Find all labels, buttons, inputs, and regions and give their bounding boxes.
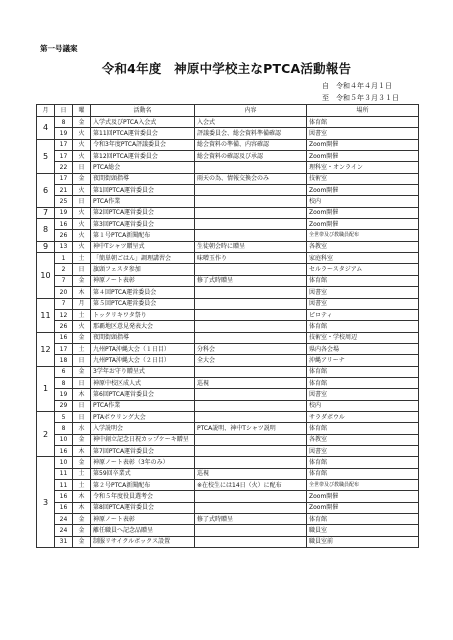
weekday-cell: 日 xyxy=(73,196,91,207)
activity-cell: 第3回PTCA運営委員会 xyxy=(91,219,195,230)
content-cell xyxy=(195,445,307,456)
place-cell: 体育館 xyxy=(307,117,419,128)
activity-cell: 九州PTA沖縄大会（２日目） xyxy=(91,355,195,366)
day-cell: 25 xyxy=(55,196,73,207)
activity-cell: 令和3年度PTCA評議委員会 xyxy=(91,139,195,150)
content-cell xyxy=(195,366,307,377)
table-row xyxy=(37,264,419,275)
day-cell: 6 xyxy=(55,366,73,377)
month-cell: 2 xyxy=(37,411,55,456)
month-cell: 6 xyxy=(37,173,55,207)
table-row xyxy=(37,423,419,434)
activity-cell: 神原中校区成人式 xyxy=(91,377,195,388)
weekday-cell: 金 xyxy=(73,434,91,445)
weekday-cell: 火 xyxy=(73,241,91,252)
day-cell: 5 xyxy=(55,411,73,422)
table-row xyxy=(37,400,419,411)
content-cell xyxy=(195,536,307,547)
content-cell: 味噌玉作り xyxy=(195,253,307,264)
content-cell xyxy=(195,321,307,332)
table-row xyxy=(37,185,419,196)
day-cell: 20 xyxy=(55,287,73,298)
place-cell: 各教室 xyxy=(307,434,419,445)
table-row xyxy=(37,139,419,150)
weekday-cell: 金 xyxy=(73,275,91,286)
table-body xyxy=(37,117,419,548)
weekday-cell: 火 xyxy=(73,321,91,332)
weekday-cell: 木 xyxy=(73,491,91,502)
weekday-cell: 火 xyxy=(73,139,91,150)
table-row xyxy=(37,207,419,218)
month-cell: 8 xyxy=(37,219,55,242)
activity-cell: 制服リサイクルボックス設置 xyxy=(91,536,195,547)
content-cell xyxy=(195,196,307,207)
month-cell: 1 xyxy=(37,366,55,411)
place-cell: 職員室前 xyxy=(307,536,419,547)
table-header-row xyxy=(37,105,419,117)
place-cell: 技術室・学校周辺 xyxy=(307,332,419,343)
table-row xyxy=(37,366,419,377)
place-cell: ピロティ xyxy=(307,309,419,320)
content-cell xyxy=(195,389,307,400)
month-cell: 5 xyxy=(37,139,55,173)
weekday-cell: 金 xyxy=(73,173,91,184)
day-cell: 2 xyxy=(55,264,73,275)
place-cell: 体育館 xyxy=(307,275,419,286)
table-row xyxy=(37,298,419,309)
day-cell: 24 xyxy=(55,525,73,536)
table-row xyxy=(37,457,419,468)
table-row xyxy=(37,128,419,139)
content-cell xyxy=(195,502,307,513)
month-cell: 12 xyxy=(37,332,55,366)
activity-cell: PTCA総会 xyxy=(91,162,195,173)
content-cell xyxy=(195,491,307,502)
weekday-cell: 金 xyxy=(73,366,91,377)
content-cell xyxy=(195,309,307,320)
month-cell: 11 xyxy=(37,298,55,332)
activity-cell: 令和５年度役員選考会 xyxy=(91,491,195,502)
place-cell: 理科室・オンライン xyxy=(307,162,419,173)
weekday-cell: 火 xyxy=(73,185,91,196)
weekday-cell: 水 xyxy=(73,423,91,434)
activity-cell: 第59回卒業式 xyxy=(91,468,195,479)
activity-cell: 第５回PTCA運営委員会 xyxy=(91,298,195,309)
table-row xyxy=(37,525,419,536)
table-row xyxy=(37,241,419,252)
day-cell: 12 xyxy=(55,309,73,320)
table-row xyxy=(37,434,419,445)
content-cell xyxy=(195,525,307,536)
content-cell xyxy=(195,230,307,241)
weekday-cell: 土 xyxy=(73,253,91,264)
place-cell: 技術室 xyxy=(307,173,419,184)
place-cell: Zoom開催 xyxy=(307,139,419,150)
weekday-cell: 金 xyxy=(73,536,91,547)
day-cell: 16 xyxy=(55,445,73,456)
weekday-cell: 金 xyxy=(73,514,91,525)
place-cell: 図書室 xyxy=(307,298,419,309)
header-weekday: 曜 xyxy=(73,105,91,117)
weekday-cell: 火 xyxy=(73,128,91,139)
day-cell: 19 xyxy=(55,128,73,139)
weekday-cell: 土 xyxy=(73,309,91,320)
weekday-cell: 土 xyxy=(73,480,91,491)
place-cell: 校内 xyxy=(307,196,419,207)
month-cell: 4 xyxy=(37,117,55,140)
day-cell: 16 xyxy=(55,219,73,230)
day-cell: 17 xyxy=(55,173,73,184)
activity-cell: 入学説明会 xyxy=(91,423,195,434)
place-cell: Zoom開催 xyxy=(307,491,419,502)
day-cell: 17 xyxy=(55,343,73,354)
header-month: 月 xyxy=(37,105,55,117)
activity-cell: 第7回PTCA運営委員会 xyxy=(91,445,195,456)
content-cell: 修了式時贈呈 xyxy=(195,514,307,525)
table-row xyxy=(37,162,419,173)
activity-table xyxy=(36,104,419,548)
month-cell: 7 xyxy=(37,207,55,218)
table-row xyxy=(37,151,419,162)
day-cell: 10 xyxy=(55,434,73,445)
table-row xyxy=(37,196,419,207)
weekday-cell: 火 xyxy=(73,151,91,162)
table-row xyxy=(37,377,419,388)
place-cell: 全世帯及び教職員配布 xyxy=(307,480,419,491)
place-cell: 体育館 xyxy=(307,514,419,525)
place-cell: 図書室 xyxy=(307,445,419,456)
day-cell: 16 xyxy=(55,502,73,513)
activity-cell: トックリキワタ祭り xyxy=(91,309,195,320)
activity-cell: 夜間街頭指導 xyxy=(91,173,195,184)
header-content: 内容 xyxy=(195,105,307,117)
content-cell xyxy=(195,207,307,218)
table-row xyxy=(37,468,419,479)
day-cell: 19 xyxy=(55,207,73,218)
table-row xyxy=(37,230,419,241)
activity-cell: 第12回PTCA運営委員会 xyxy=(91,151,195,162)
place-cell: 校内 xyxy=(307,400,419,411)
weekday-cell: 金 xyxy=(73,117,91,128)
content-cell: 巡視 xyxy=(195,377,307,388)
table-row xyxy=(37,343,419,354)
weekday-cell: 日 xyxy=(73,264,91,275)
agenda-label: 第一号議案 xyxy=(40,44,78,53)
day-cell: 26 xyxy=(55,230,73,241)
weekday-cell: 木 xyxy=(73,287,91,298)
table-row xyxy=(37,321,419,332)
table-row xyxy=(37,287,419,298)
content-cell: 修了式時贈呈 xyxy=(195,275,307,286)
content-cell: 全大会 xyxy=(195,355,307,366)
table-row xyxy=(37,411,419,422)
activity-cell: 九州PTA沖縄大会（１日目） xyxy=(91,343,195,354)
activity-cell: 第２号PTCA新聞配布 xyxy=(91,480,195,491)
place-cell: 家庭科室 xyxy=(307,253,419,264)
day-cell: 17 xyxy=(55,151,73,162)
day-cell: 11 xyxy=(55,480,73,491)
day-cell: 22 xyxy=(55,162,73,173)
place-cell: Zoom開催 xyxy=(307,219,419,230)
place-cell: Zoom開催 xyxy=(307,502,419,513)
place-cell: 各教室 xyxy=(307,241,419,252)
content-cell: 総会資料の準備、内容確認 xyxy=(195,139,307,150)
activity-cell: 神中創立記念日祝カップケーキ贈呈 xyxy=(91,434,195,445)
table-row xyxy=(37,332,419,343)
content-cell: 評議委員会、総会資料準備確認 xyxy=(195,128,307,139)
content-cell xyxy=(195,434,307,445)
place-cell: サラダボウル xyxy=(307,411,419,422)
weekday-cell: 火 xyxy=(73,230,91,241)
place-cell: Zoom開催 xyxy=(307,207,419,218)
place-cell: 職員室 xyxy=(307,525,419,536)
weekday-cell: 月 xyxy=(73,298,91,309)
weekday-cell: 火 xyxy=(73,207,91,218)
weekday-cell: 土 xyxy=(73,343,91,354)
content-cell: PTCA説明、神中Tシャツ説明 xyxy=(195,423,307,434)
table-row xyxy=(37,480,419,491)
day-cell: 16 xyxy=(55,491,73,502)
weekday-cell: 日 xyxy=(73,411,91,422)
activity-cell: PTCA作業 xyxy=(91,400,195,411)
content-cell xyxy=(195,457,307,468)
table-row xyxy=(37,445,419,456)
place-cell: 沖縄アリーナ xyxy=(307,355,419,366)
table-row xyxy=(37,514,419,525)
place-cell: 体育館 xyxy=(307,377,419,388)
day-cell: 13 xyxy=(55,241,73,252)
day-cell: 26 xyxy=(55,321,73,332)
place-cell: 図書室 xyxy=(307,128,419,139)
table-row xyxy=(37,173,419,184)
place-cell: 県内各会場 xyxy=(307,343,419,354)
weekday-cell: 日 xyxy=(73,377,91,388)
activity-cell: 那覇地区意見発表大会 xyxy=(91,321,195,332)
day-cell: 21 xyxy=(55,185,73,196)
month-cell: 3 xyxy=(37,457,55,548)
day-cell: 7 xyxy=(55,298,73,309)
day-cell: 8 xyxy=(55,377,73,388)
place-cell: 体育館 xyxy=(307,457,419,468)
table-row xyxy=(37,309,419,320)
place-cell: 図書室 xyxy=(307,389,419,400)
document-title: 令和4年度 神原中学校主なPTCA活動報告 xyxy=(101,61,352,76)
activity-cell: 3学年お守り贈呈式 xyxy=(91,366,195,377)
content-cell: 総会資料の確認及び承認 xyxy=(195,151,307,162)
content-cell: 入会式 xyxy=(195,117,307,128)
content-cell xyxy=(195,298,307,309)
day-cell: 8 xyxy=(55,423,73,434)
activity-cell: 神中Tシャツ贈呈式 xyxy=(91,241,195,252)
table-row xyxy=(37,219,419,230)
content-cell xyxy=(195,185,307,196)
activity-cell: PTCA作業 xyxy=(91,196,195,207)
table-row xyxy=(37,355,419,366)
place-cell: 体育館 xyxy=(307,321,419,332)
weekday-cell: 日 xyxy=(73,400,91,411)
place-cell: セルラースタジアム xyxy=(307,264,419,275)
header-day: 日 xyxy=(55,105,73,117)
activity-cell: 第1回PTCA運営委員会 xyxy=(91,185,195,196)
day-cell: 1 xyxy=(55,253,73,264)
activity-cell: 離任職員へ記念品贈呈 xyxy=(91,525,195,536)
day-cell: 24 xyxy=(55,514,73,525)
day-cell: 31 xyxy=(55,536,73,547)
table-row xyxy=(37,502,419,513)
weekday-cell: 日 xyxy=(73,355,91,366)
content-cell xyxy=(195,332,307,343)
place-cell: Zoom開催 xyxy=(307,185,419,196)
weekday-cell: 金 xyxy=(73,525,91,536)
header-place: 場所 xyxy=(307,105,419,117)
report-period xyxy=(322,80,399,104)
weekday-cell: 金 xyxy=(73,457,91,468)
table-row xyxy=(37,253,419,264)
day-cell: 8 xyxy=(55,117,73,128)
period-from: 自 令和４年４月１日 xyxy=(322,82,392,90)
activity-cell: 入学式及びPTCA入会式 xyxy=(91,117,195,128)
content-cell xyxy=(195,162,307,173)
weekday-cell: 木 xyxy=(73,389,91,400)
content-cell xyxy=(195,264,307,275)
content-cell xyxy=(195,400,307,411)
content-cell xyxy=(195,219,307,230)
activity-cell: 夜間街頭指導 xyxy=(91,332,195,343)
place-cell: 図書室 xyxy=(307,287,419,298)
content-cell xyxy=(195,287,307,298)
activity-cell: 神原ノート表彰 xyxy=(91,275,195,286)
weekday-cell: 木 xyxy=(73,445,91,456)
weekday-cell: 土 xyxy=(73,468,91,479)
weekday-cell: 日 xyxy=(73,162,91,173)
content-cell xyxy=(195,411,307,422)
month-cell: 10 xyxy=(37,253,55,298)
activity-cell: 旗頭フェスタ参加 xyxy=(91,264,195,275)
place-cell: 体育館 xyxy=(307,423,419,434)
place-cell: Zoom開催 xyxy=(307,151,419,162)
day-cell: 19 xyxy=(55,389,73,400)
place-cell: 体育館 xyxy=(307,468,419,479)
activity-cell: 第11回PTCA運営委員会 xyxy=(91,128,195,139)
day-cell: 29 xyxy=(55,400,73,411)
table-row xyxy=(37,389,419,400)
table-row xyxy=(37,491,419,502)
place-cell: 全世帯及び教職員配布 xyxy=(307,230,419,241)
day-cell: 10 xyxy=(55,457,73,468)
activity-cell: PTAボウリング大会 xyxy=(91,411,195,422)
day-cell: 16 xyxy=(55,332,73,343)
activity-cell: 神原ノート表彰 xyxy=(91,514,195,525)
month-cell: 9 xyxy=(37,241,55,252)
day-cell: 7 xyxy=(55,275,73,286)
content-cell: 分科会 xyxy=(195,343,307,354)
activity-cell: 第2回PTCA運営委員会 xyxy=(91,207,195,218)
table-row xyxy=(37,536,419,547)
day-cell: 11 xyxy=(55,468,73,479)
content-cell: ※在校生には14日（火）に配布 xyxy=(195,480,307,491)
activity-cell: 第４回PTCA運営委員会 xyxy=(91,287,195,298)
period-to: 至 令和５年３月３１日 xyxy=(322,94,399,102)
table-row xyxy=(37,117,419,128)
activity-cell: 第8回PTCA運営委員会 xyxy=(91,502,195,513)
header-activity: 活動名 xyxy=(91,105,195,117)
activity-cell: 神原ノート表彰（3年のみ） xyxy=(91,457,195,468)
place-cell: 体育館 xyxy=(307,366,419,377)
activity-cell: 第１号PTCA新聞配布 xyxy=(91,230,195,241)
weekday-cell: 火 xyxy=(73,219,91,230)
weekday-cell: 金 xyxy=(73,332,91,343)
table-row xyxy=(37,275,419,286)
activity-cell: 「簡単朝ごはん」調理講習会 xyxy=(91,253,195,264)
content-cell: 巡視 xyxy=(195,468,307,479)
activity-cell: 第6回PTCA運営委員会 xyxy=(91,389,195,400)
content-cell: 生徒朝会時に贈呈 xyxy=(195,241,307,252)
day-cell: 18 xyxy=(55,355,73,366)
weekday-cell: 木 xyxy=(73,502,91,513)
content-cell: 雨天の為、情報交換会のみ xyxy=(195,173,307,184)
day-cell: 17 xyxy=(55,139,73,150)
